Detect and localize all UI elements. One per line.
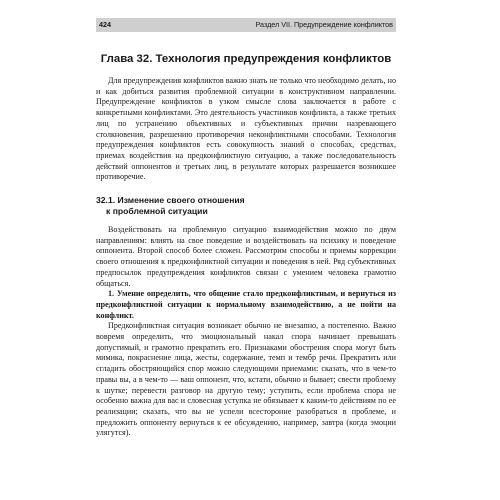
section-paragraph-2: Предконфликтная ситуация возникает обычно не внезапно, а постепенно. Важно вовремя определить, что эмоциональный накал спора начинает превышать допустимый, и грамотно прекратить его. Признаками обострения спора могут быть мимика, покраснение лица, жесты, содержание, темп и тембр речи. Прекратить или сгладить обостряющийся спор можно следующими приемами: сказать, что в чем-то правы вы, а в чем-то — ваш оппонент, что, кстати, обычно и бывает; свести проблему к шутке; перевести разговор на другую тему; уступить, если проблема спора не особенно важна для вас и словесная уступка не обязывает к каким-то действиям по ее реализации; сказать, что вы не успели всесторонне разобраться в проблеме, и предложить оппоненту вернуться к ее обсуждению, например, завтра (когда эмоции улягутся).: [96, 321, 396, 438]
chapter-title: Глава 32. Технология предупреждения конфликтов: [100, 53, 392, 65]
section-title-line-1: Изменение своего отношения: [117, 195, 245, 206]
numbered-item-1: 1. Умение определить, что общение стало предконфликтным, и вернуться из предконфликтной ситуации к нормальному взаимодействию, а не пойти на конфликт.: [96, 289, 396, 320]
intro-paragraph: Для предупреждения конфликтов важно знать не только что необходимо делать, но и как добиться развития проблемной ситуации в конструктивном направлении. Предупреждение конфликтов в узком смысле слова заключается в работе с конкретными конфликтами. Это деятельность участников конфликта, а также третьих лиц по устранению объективных и субъективных причин назревающего столкновения, разрешению противоречия неконфликтными способами. Технология предупреждения конфликтов есть совокупность знаний о способах, средствах, приемах воздействия на предконфликтную ситуацию, а также последовательность действий оппонентов и третьих лиц, в результате которых разрешается возникшее противоречие.: [96, 76, 396, 182]
book-page: [96, 18, 396, 488]
running-header-section-title: Раздел VII. Предупреждение конфликтов: [255, 20, 393, 29]
section-title-line-2: к проблемной ситуации: [106, 206, 208, 217]
section-heading: [96, 195, 396, 217]
intro-block: [96, 76, 396, 183]
section-paragraph-1: Воздействовать на проблемную ситуацию взаимодействия можно по двум направлениям: влиять на свое поведение и воздействовать на психику и поведение оппонента. Второй способ более сложен. Рассмотрим способы и приемы коррекции своего отношения к предконфликтной ситуации и поведения в ней. Ряд субъективных предпосылок предупреждения конфликтов связан с умением человека грамотно общаться.: [96, 225, 396, 288]
running-header: [96, 18, 396, 32]
section-body: [96, 225, 396, 439]
page-number: 424: [99, 20, 111, 29]
section-number: 32.1.: [96, 195, 116, 206]
